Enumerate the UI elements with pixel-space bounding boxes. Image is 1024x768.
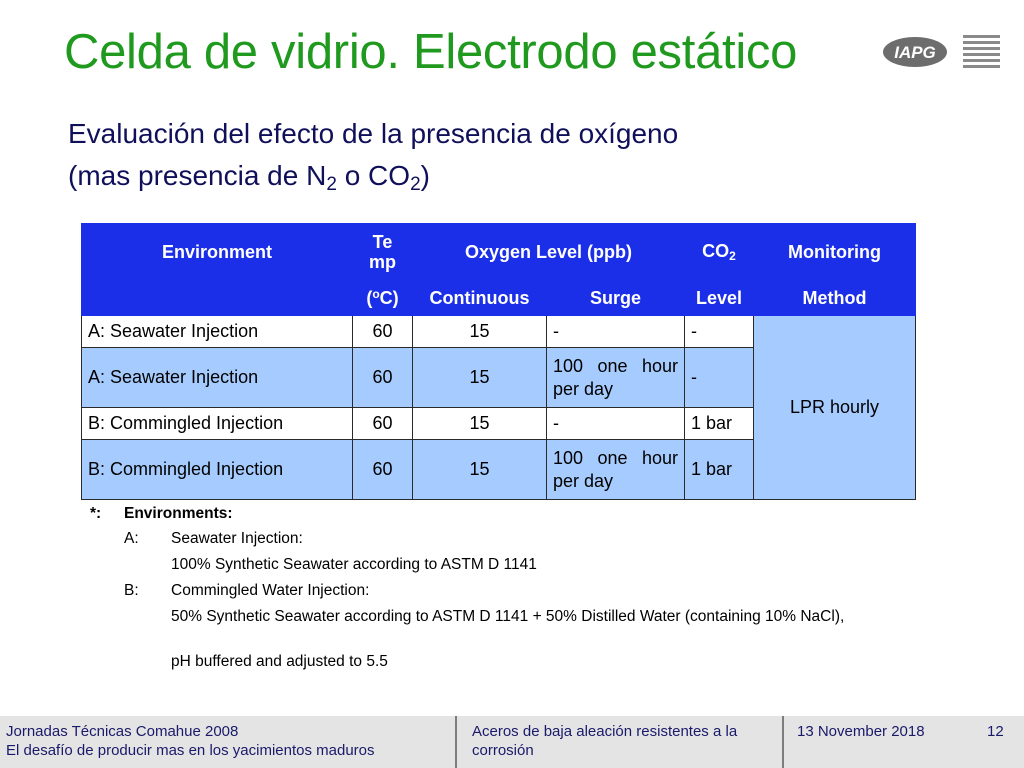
footer-divider <box>782 716 784 768</box>
logo-text: IAPG <box>894 43 936 62</box>
cell-continuous: 15 <box>413 316 547 348</box>
cell-continuous: 15 <box>413 408 547 440</box>
footer-date: 13 November 2018 <box>797 723 925 740</box>
stripes-logo <box>963 35 1000 69</box>
iapg-logo <box>882 35 948 69</box>
subtitle-line1: Evaluación del efecto de la presencia de oxígeno <box>68 118 679 149</box>
footer-event-line1: Jornadas Técnicas Comahue 2008 <box>6 723 239 740</box>
slide-subtitle <box>68 113 678 206</box>
notes-heading: Environments: <box>124 505 233 522</box>
cell-surge: - <box>547 408 685 440</box>
cell-co2-level: - <box>685 316 754 348</box>
header-method: Method <box>754 281 916 316</box>
cell-temp: 60 <box>353 408 413 440</box>
cell-continuous: 15 <box>413 348 547 408</box>
cell-surge: - <box>547 316 685 348</box>
notes-b-desc: 50% Synthetic Seawater according to ASTM D 1141 + 50% Distilled Water (containing 10% NaCl), <box>171 608 845 625</box>
subtitle-line2: (mas presencia de $N_2$ o $CO_2$) <box>68 160 430 195</box>
header-environment-blank <box>82 281 353 316</box>
environment-table <box>81 223 916 500</box>
footer-event <box>6 722 375 760</box>
cell-environment: B: Commingled Injection <box>82 440 353 500</box>
cell-environment: B: Commingled Injection <box>82 408 353 440</box>
table-row <box>82 316 916 348</box>
header-temp-unit: ($^o$C) <box>353 281 413 316</box>
cell-monitoring-method: LPR hourly <box>754 316 916 500</box>
header-oxygen-level: Oxygen Level (ppb) <box>413 224 685 281</box>
cell-temp: 60 <box>353 316 413 348</box>
cell-co2-level: 1 bar <box>685 440 754 500</box>
notes-a-label: A: <box>124 530 139 547</box>
table-subheader-row <box>82 281 916 316</box>
page-number: 12 <box>987 723 1004 740</box>
cell-co2-level: 1 bar <box>685 408 754 440</box>
cell-co2-level: - <box>685 348 754 408</box>
header-continuous: Continuous <box>413 281 547 316</box>
notes-a-title: Seawater Injection: <box>171 530 303 547</box>
cell-surge: 100 one hour per day <box>547 440 685 500</box>
header-co2: $CO_2$ <box>685 224 754 281</box>
footer-event-line2: El desafío de producir mas en los yacimientos maduros <box>6 742 375 759</box>
slide-footer <box>0 716 1024 768</box>
notes-a-desc: 100% Synthetic Seawater according to ASTM D 1141 <box>171 556 537 573</box>
notes-marker: *: <box>90 505 102 522</box>
cell-temp: 60 <box>353 440 413 500</box>
header-surge: Surge <box>547 281 685 316</box>
slide-title: Celda de vidrio. Electrodo estático <box>64 25 798 79</box>
cell-continuous: 15 <box>413 440 547 500</box>
footer-topic: Aceros de baja aleación resistentes a la corrosión <box>472 723 738 759</box>
notes-b-title: Commingled Water Injection: <box>171 582 370 599</box>
footer-divider <box>455 716 457 768</box>
table-header-row <box>82 224 916 281</box>
header-level: Level <box>685 281 754 316</box>
header-temp: Te mp <box>353 224 413 281</box>
cell-temp: 60 <box>353 348 413 408</box>
cell-environment: A: Seawater Injection <box>82 348 353 408</box>
header-monitoring: Monitoring <box>754 224 916 281</box>
cell-environment: A: Seawater Injection <box>82 316 353 348</box>
notes-b-ph: pH buffered and adjusted to 5.5 <box>171 653 388 670</box>
header-environment: Environment <box>82 224 353 281</box>
notes-b-label: B: <box>124 582 139 599</box>
cell-surge: 100 one hour per day <box>547 348 685 408</box>
